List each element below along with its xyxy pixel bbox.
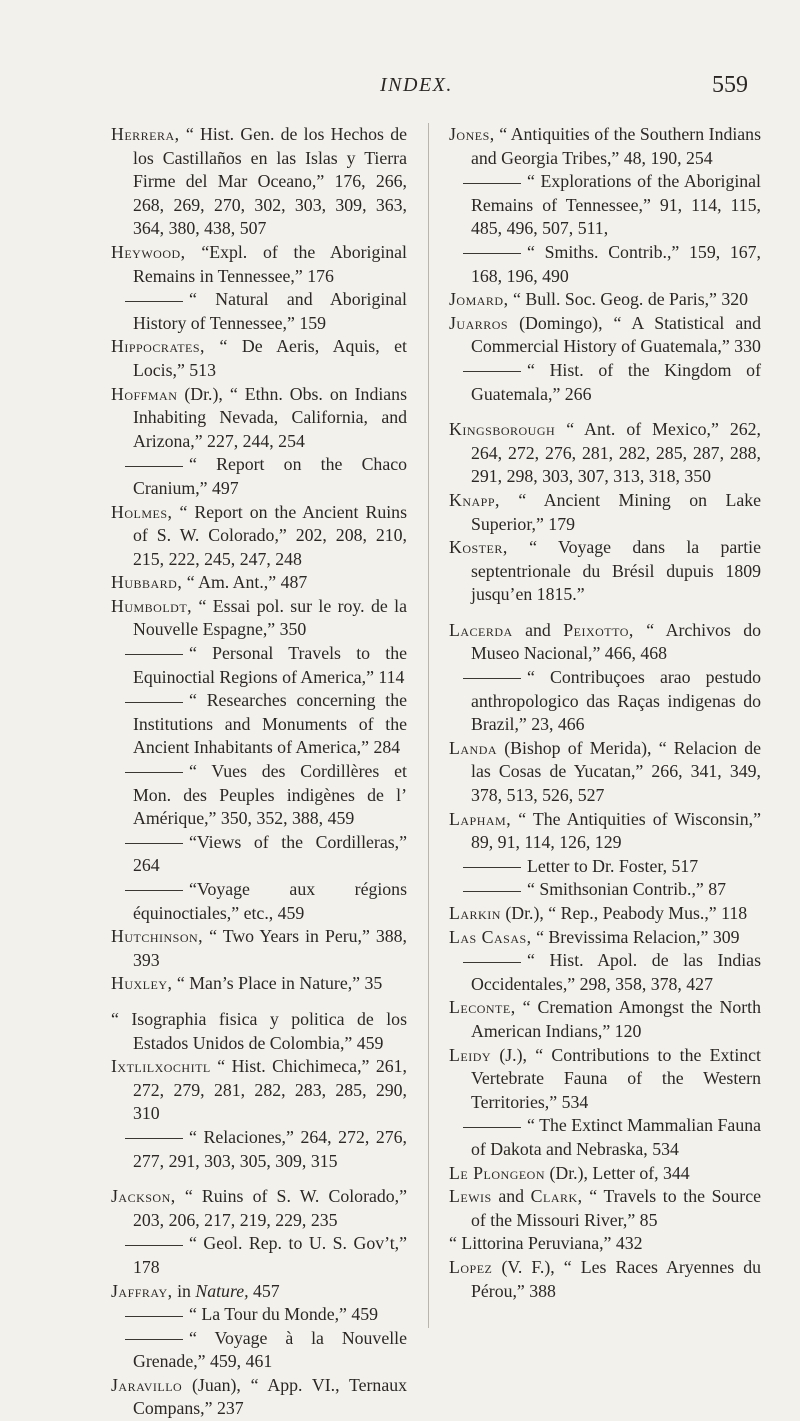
entry-text: “ Report on the Ancient Ruins of S. W. Colorado,” 202, 208, 210, 215, 222, 245, 247, 248 xyxy=(133,501,407,569)
entry-text: 457 xyxy=(248,1280,280,1301)
entry-text: “ Travels to the Source of the Missouri River,” 85 xyxy=(471,1186,761,1230)
entry-text: (Dr.), Letter of, 344 xyxy=(545,1162,690,1183)
ditto-dash xyxy=(463,962,521,963)
ditto-dash xyxy=(463,867,521,868)
index-entry xyxy=(111,501,407,572)
ditto-dash xyxy=(125,1316,183,1317)
index-entry xyxy=(111,241,407,288)
entry-author: Hubbard, xyxy=(111,572,183,593)
index-entry xyxy=(111,642,407,689)
entry-author: Herrera, xyxy=(111,124,180,144)
entry-text: “ Report on the Chaco Cranium,” 497 xyxy=(133,454,407,498)
ditto-dash xyxy=(125,466,183,467)
entry-text: “ Cremation Amongst the North American Indians,” 120 xyxy=(471,997,761,1041)
index-entry xyxy=(449,241,761,288)
entry-author: Knapp, xyxy=(449,489,500,510)
ditto-dash xyxy=(463,1127,521,1128)
index-entry xyxy=(449,878,761,902)
index-entry xyxy=(111,1280,407,1304)
entry-text: “ Littorina Peruviana,” 432 xyxy=(449,1233,643,1254)
index-entry xyxy=(111,1232,407,1279)
index-entry xyxy=(449,666,761,737)
entry-author: Jackson, xyxy=(111,1186,176,1207)
index-entry xyxy=(111,453,407,500)
column-divider xyxy=(428,123,429,1328)
index-entry xyxy=(449,996,761,1043)
entry-text: “ Ancient Mining on Lake Superior,” 179 xyxy=(471,489,761,534)
entry-text: “Views of the Cordilleras,” 264 xyxy=(133,831,407,876)
ditto-dash xyxy=(125,654,183,655)
entry-text: “ Man’s Place in Nature,” 35 xyxy=(172,973,383,994)
entry-author: Jones, xyxy=(449,124,495,144)
entry-text: “ Relaciones,” 264, 272, 276, 277, 291, 303, 305, 309, 315 xyxy=(133,1126,407,1171)
entry-text: “ Bull. Soc. Geog. de Paris,” 320 xyxy=(508,289,749,310)
entry-text: “ Geol. Rep. to U. S. Gov’t,” 178 xyxy=(133,1233,407,1277)
entry-author: Landa xyxy=(449,737,498,758)
index-entry xyxy=(449,949,761,996)
running-title: INDEX. xyxy=(380,74,453,96)
index-column-left xyxy=(111,123,407,1421)
entry-author: Leidy xyxy=(449,1044,492,1065)
entry-text: and xyxy=(491,1186,531,1207)
entry-author: Holmes, xyxy=(111,501,173,522)
ditto-dash xyxy=(463,183,521,184)
entry-author: Clark, xyxy=(530,1186,583,1207)
index-entry xyxy=(111,760,407,831)
entry-author: Jaffray, xyxy=(111,1280,173,1301)
index-entry xyxy=(449,1162,761,1186)
index-entry xyxy=(449,170,761,241)
entry-text: “ Two Years in Peru,” 388, 393 xyxy=(133,926,407,970)
entry-text: “ Personal Travels to the Equinoctial Regions of America,” 114 xyxy=(133,643,407,687)
index-entry xyxy=(449,926,761,950)
entry-text: (V. F.), “ Les Races Aryennes du Pérou,” 388 xyxy=(471,1256,761,1301)
index-entry xyxy=(449,737,761,808)
entry-text: “ Hist. Gen. de los Hechos de los Castillaños en las Islas y Tierra Firme del Mar Oceano,” 176, 266, 268, 269, 270, 302, 303, 309, 363, 364, 380, 438, 507 xyxy=(133,124,407,239)
index-entry xyxy=(449,536,761,607)
ditto-dash xyxy=(125,1245,183,1246)
entry-text: “ Archivos do Museo Nacional,” 466, 468 xyxy=(471,619,761,664)
entry-italic: Nature, xyxy=(195,1280,249,1301)
entry-text: “ Voyage dans la partie septentrionale du Brésil dupuis 1809 jusqu’en 1815.” xyxy=(471,537,761,605)
index-entry xyxy=(111,925,407,972)
ditto-dash xyxy=(463,891,521,892)
entry-author: Huxley, xyxy=(111,973,173,994)
entry-author: Leconte, xyxy=(449,997,516,1018)
index-entry xyxy=(111,1303,407,1327)
entry-author: Kingsborough xyxy=(449,419,556,440)
entry-text: “ Ruins of S. W. Colorado,” 203, 206, 217, 219, 229, 235 xyxy=(133,1186,407,1230)
index-entry xyxy=(111,1008,407,1055)
index-entry xyxy=(449,359,761,406)
ditto-dash xyxy=(125,301,183,302)
ditto-dash xyxy=(463,371,521,372)
entry-text: (Domingo), “ A Statistical and Commercial History of Guatemala,” 330 xyxy=(471,312,761,357)
entry-text: “ Antiquities of the Southern Indians and Georgia Tribes,” 48, 190, 254 xyxy=(471,124,761,168)
entry-author: Le Plongeon xyxy=(449,1162,546,1183)
entry-text: (J.), “ Contributions to the Extinct Vertebrate Fauna of the Western Territories,” 534 xyxy=(471,1044,761,1112)
entry-text: “ Smithsonian Contrib.,” 87 xyxy=(527,879,727,900)
entry-text: “ Natural and Aboriginal History of Tennessee,” 159 xyxy=(133,289,407,333)
entry-author: Hutchinson, xyxy=(111,926,204,947)
index-entry xyxy=(449,1185,761,1232)
index-entry xyxy=(449,619,761,666)
entry-text: “ Essai pol. sur le roy. de la Nouvelle Espagne,” 350 xyxy=(133,595,407,640)
ditto-dash xyxy=(125,1339,183,1340)
entry-author: Jomard, xyxy=(449,289,509,310)
entry-author: Hippocrates, xyxy=(111,336,205,357)
entry-text: “ Vues des Cordillères et Mon. des Peuples indigènes de l’ Amérique,” 350, 352, 388, 459 xyxy=(133,761,407,829)
index-entry xyxy=(449,808,761,855)
ditto-dash xyxy=(125,890,183,891)
entry-author: Koster, xyxy=(449,537,508,558)
index-entry xyxy=(449,1044,761,1115)
entry-text: “Voyage aux régions équinoctiales,” etc., 459 xyxy=(133,879,407,923)
index-entry xyxy=(111,878,407,925)
index-entry xyxy=(111,1185,407,1232)
entry-author: Larkin xyxy=(449,903,501,923)
entry-author: Ixtlilxochitl xyxy=(111,1056,211,1077)
entry-text: (Dr.), “ Ethn. Obs. on Indians Inhabiting Nevada, California, and Arizona,” 227, 244, 254 xyxy=(133,383,407,451)
entry-author: Hoffman xyxy=(111,383,178,404)
index-entry xyxy=(449,902,761,926)
entry-text: (Juan), “ App. VI., Ternaux Compans,” 237 xyxy=(133,1374,407,1419)
entry-text: “ Ant. of Mexico,” 262, 264, 272, 276, 281, 282, 285, 287, 288, 291, 298, 303, 307, 313, 318, 350 xyxy=(471,419,761,487)
index-entry xyxy=(111,1055,407,1126)
index-entry xyxy=(449,123,761,170)
ditto-dash xyxy=(125,843,183,844)
entry-author: Jaravillo xyxy=(111,1374,183,1395)
index-entry xyxy=(111,831,407,878)
entry-text: “ Isographia fisica y politica de los Estados Unidos de Colombia,” 459 xyxy=(111,1008,407,1053)
index-entry xyxy=(449,855,761,879)
index-entry xyxy=(111,571,407,595)
ditto-dash xyxy=(125,1138,183,1139)
entry-author: Lopez xyxy=(449,1256,493,1277)
entry-text: “ Hist. of the Kingdom of Guatemala,” 266 xyxy=(471,359,761,404)
entry-author: Heywood, xyxy=(111,241,186,262)
entry-text: “Expl. of the Aboriginal Remains in Tennessee,” 176 xyxy=(133,241,407,286)
entry-author: Lapham, xyxy=(449,808,512,829)
index-entry xyxy=(449,489,761,536)
entry-text: “ Contribuçoes arao pestudo anthropologico das Raças indigenas do Brazil,” 23, 466 xyxy=(471,667,761,735)
entry-author: Lewis xyxy=(449,1186,492,1207)
entry-text: “ Brevissima Relacion,” 309 xyxy=(531,926,740,947)
entry-text: (Bishop of Merida), “ Relacion de las Cosas de Yucatan,” 266, 341, 349, 378, 513, 526, 527 xyxy=(471,737,761,806)
entry-text: (Dr.), “ Rep., Peabody Mus.,” 118 xyxy=(500,903,748,923)
index-entry xyxy=(111,689,407,760)
page-number: 559 xyxy=(712,72,748,98)
index-entry xyxy=(111,1327,407,1374)
entry-text: “ Explorations of the Aboriginal Remains of Tennessee,” 91, 114, 115, 485, 496, 507, 511, xyxy=(471,171,761,239)
entry-text: “ Am. Ant.,” 487 xyxy=(182,572,308,593)
entry-text: “ La Tour du Monde,” 459 xyxy=(189,1304,379,1325)
entry-author: Peixotto, xyxy=(563,619,634,640)
index-entry xyxy=(111,288,407,335)
entry-text: “ Hist. Apol. de las Indias Occidentales,” 298, 358, 378, 427 xyxy=(471,950,761,994)
ditto-dash xyxy=(463,253,521,254)
page-header xyxy=(0,72,800,112)
index-entry xyxy=(449,1114,761,1161)
index-column-right xyxy=(449,123,761,1303)
entry-text: “ Hist. Chichimeca,” 261, 272, 279, 281, 282, 283, 285, 290, 310 xyxy=(133,1056,407,1124)
entry-author: Humboldt, xyxy=(111,595,193,616)
entry-text: and xyxy=(512,619,564,640)
ditto-dash xyxy=(463,678,521,679)
entry-text: in xyxy=(172,1280,196,1301)
index-entry xyxy=(111,123,407,241)
entry-author: Las Casas, xyxy=(449,926,532,947)
entry-text: Letter to Dr. Foster, 517 xyxy=(527,855,699,876)
ditto-dash xyxy=(125,772,183,773)
index-entry xyxy=(449,418,761,489)
entry-text: “ Smiths. Contrib.,” 159, 167, 168, 196, 490 xyxy=(471,241,761,286)
index-entry xyxy=(111,335,407,382)
entry-text: “ The Antiquities of Wisconsin,” 89, 91, 114, 126, 129 xyxy=(471,808,761,853)
entry-text: “ De Aeris, Aquis, et Locis,” 513 xyxy=(133,336,407,380)
ditto-dash xyxy=(125,702,183,703)
index-entry xyxy=(111,595,407,642)
index-entry xyxy=(449,1256,761,1303)
entry-text: “ Researches concerning the Institutions and Monuments of the Ancient Inhabitants of America,” 284 xyxy=(133,690,407,758)
entry-author: Lacerda xyxy=(449,619,513,640)
index-entry xyxy=(111,1374,407,1421)
entry-text: “ The Extinct Mammalian Fauna of Dakota and Nebraska, 534 xyxy=(471,1115,761,1159)
index-entry xyxy=(111,972,407,996)
index-entry xyxy=(111,1126,407,1173)
index-entry xyxy=(111,383,407,454)
index-entry xyxy=(449,288,761,312)
index-entry xyxy=(449,312,761,359)
entry-text: “ Voyage à la Nouvelle Grenade,” 459, 461 xyxy=(133,1327,407,1372)
entry-author: Juarros xyxy=(449,312,509,333)
index-entry xyxy=(449,1232,761,1256)
